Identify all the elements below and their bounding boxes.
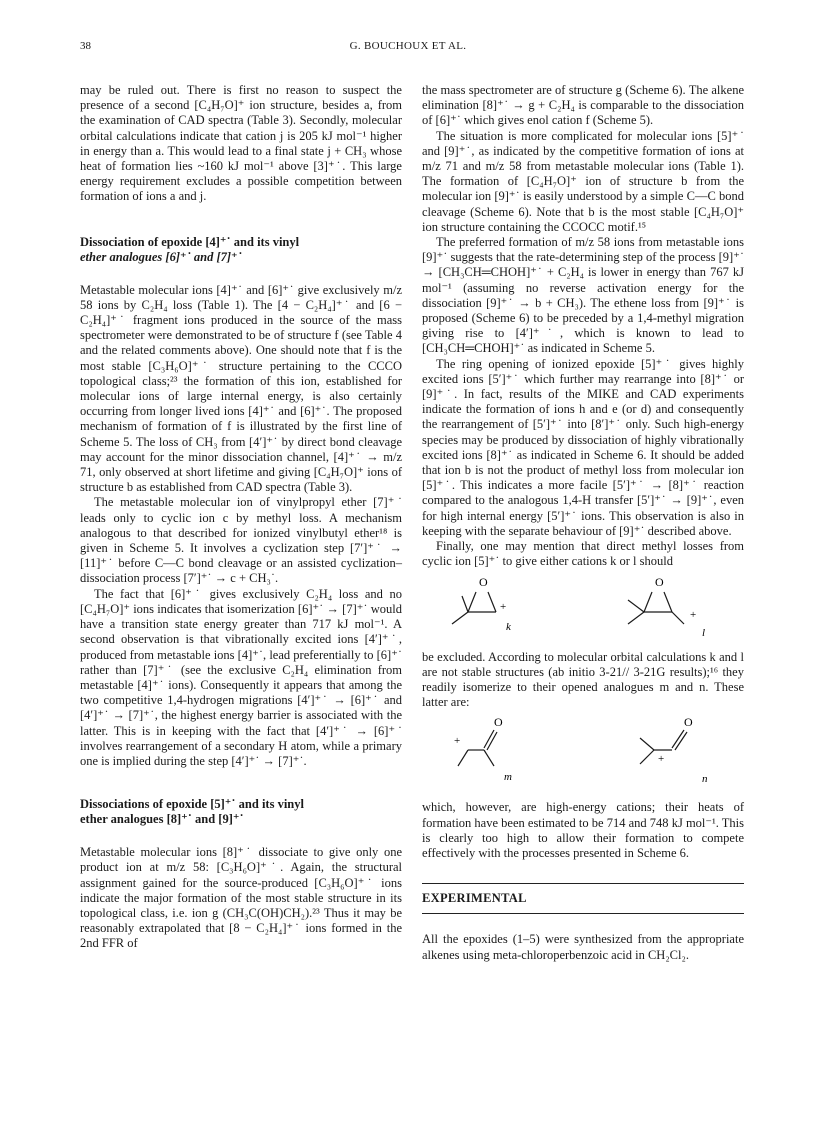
label-l: l — [702, 626, 706, 639]
label-n: n — [702, 773, 708, 786]
structure-k-drawing — [422, 570, 552, 646]
paragraph: may be ruled out. There is first no reason to suspect the presence of a second [C₄H₇O]⁺ ion structure, besides a, from the examination of CAD spectra (Table 3). Secondly, molecular orbital calculations indicate that cation j is 205 kJ mol⁻¹ higher in energy than a. This would lead to a final state j + CH₃ whose heat of formation lies ~160 kJ mol⁻¹ above [3]⁺˙. This large energy requirement excludes a possible competition between formation of ions a and j. — [80, 83, 402, 204]
running-head: G. BOUCHOUX ET AL. — [349, 40, 467, 52]
structures-m-n — [422, 710, 744, 800]
structures-k-l — [422, 570, 744, 650]
structure-k — [422, 570, 552, 646]
section-heading-experimental: EXPERIMENTAL — [422, 891, 527, 906]
atom-o-label: O — [494, 715, 503, 730]
left-column — [80, 83, 402, 952]
paragraph: Metastable molecular ions [8]⁺˙ dissociate to give only one product ion at m/z 58: [C₃H₆O]⁺˙. Again, the structural assignment gained for the source-produced [C₃H₆O]⁺˙ ions indicate the major formation of the most stable structure in its topological class, i.e. ion g (CH₃C(OH)CH₂).²³ Thus it may be reasonably extrapolated that [8 − C₂H₄]⁺˙ ions formed in the 2nd FFR of — [80, 845, 402, 951]
charge-plus: + — [690, 608, 697, 621]
label-k: k — [506, 620, 511, 633]
section-rule-bottom — [422, 913, 744, 914]
section-heading-epoxide-5 — [80, 797, 402, 827]
paragraph: the mass spectrometer are of structure g (Scheme 6). The alkene elimination [8]⁺˙ → g + C₂H₄ is comparable to the dissociation of [6]⁺˙ which gives enol cation f (Scheme 5). — [422, 83, 744, 128]
paragraph: The preferred formation of m/z 58 ions from metastable ions [9]⁺˙ suggests that the rate-determining step of the process [9]⁺˙ → [CH₃CH═CHOH]⁺˙ + C₂H₄ is lower in energy than 767 kJ mol⁻¹ (assuming no reverse activation energy for the dissociation [9]⁺˙ → b + CH₃). The ethene loss from [9]⁺˙ is proposed (Scheme 6) to be preceded by a 1,4-methyl migration giving rise to [4′]⁺˙, which is known to lead to [CH₃CH═CHOH]⁺˙ as indicated in Scheme 5. — [422, 235, 744, 356]
structure-l-drawing — [598, 570, 738, 646]
heading-line: Dissociation of epoxide [4]⁺˙ and its vinyl — [80, 234, 300, 249]
structure-n — [598, 710, 738, 796]
right-column — [422, 83, 744, 963]
page-number: 38 — [80, 40, 91, 52]
paragraph: The fact that [6]⁺˙ gives exclusively C₂H₄ loss and no [C₄H₇O]⁺ ions indicates that isomerization [6]⁺˙ → [7]⁺˙ would have a transition state energy greater than 717 kJ mol⁻¹. A second observation is that vibrationally excited ions [4′]⁺˙, produced from metastable ions [4]⁺˙, lead preferentially to [6]⁺˙ rather than [7]⁺˙ (see the exclusive C₂H₄ elimination from metastable [4]⁺˙ ions). Consequently it appears that among the two competitive 1,4-hydrogen migrations [4′]⁺˙ → [6]⁺˙ and [4′]⁺˙ → [7]⁺˙, the highest energy barrier is associated with the latter. This is in keeping with the fact that [4′]⁺˙ → [6]⁺˙ involves rearrangement of a secondary H atom, while a primary one is implied during the step [4′]⁺˙ → [7]⁺˙. — [80, 586, 402, 768]
paragraph: be excluded. According to molecular orbital calculations k and l are not stable structures (ab initio 3-21// 3-21G results);¹⁶ they readily isomerize to their opened analogues m and n. These latter are: — [422, 649, 744, 710]
structure-l — [598, 570, 738, 646]
structure-m — [422, 710, 552, 796]
paragraph: The ring opening of ionized epoxide [5]⁺˙ gives highly excited ions [5′]⁺˙ which further may rearrange into [8]⁺˙ or [9]⁺˙. In fact, results of the MIKE and CAD experiments indicate the formation of ions h and e (or d) and consequently the rearrangement of [5′]⁺˙ into [8′]⁺˙ only. Such high-energy species may be produced by dissociation of highly vibrationally excited ions [8]⁺˙ as indicated in Scheme 6. It should be added that ion b is not the product of methyl loss from molecular ion [5]⁺˙. This indicates a more facile [5′]⁺˙ → [8]⁺˙ reaction compared to the analogous 1,4-H transfer [5′]⁺˙ → [9]⁺˙, even for high internal energy [5′]⁺˙ ions. This observation is also in keeping with the separate behaviour of [9]⁺˙ described above. — [422, 356, 744, 538]
section-heading-epoxide-4 — [80, 235, 402, 265]
structure-n-drawing — [598, 710, 738, 796]
paragraph: Metastable molecular ions [4]⁺˙ and [6]⁺˙ give exclusively m/z 58 ions by C₂H₄ loss (Table 1). The [4 − C₂H₄]⁺˙ and [6 − C₂H₄]⁺˙ fragment ions produced in the source of the mass spectrometer were demonstrated to be of structure f (see Table 4 and the related comments above). One should note that f is the most stable [C₃H₆O]⁺˙ structure pertaining to the CCCO topological class;²³ the formation of this ion, established for molecular ions of large internal energy, is also certainly occurring from longer lived ions [4]⁺˙ and [6]⁺˙. The proposed mechanism of formation of f is illustrated by the first line of Scheme 5. The loss of CH₃ from [4′]⁺˙ by direct bond cleavage may account for the minor dissociation channel, [4]⁺˙ → m/z 71, only observed at short lifetime and giving [C₄H₇O]⁺ ions of structure b as established from CAD spectra (Table 3). — [80, 282, 402, 495]
heading-line: ether analogues [8]⁺˙ and [9]⁺˙ — [80, 812, 244, 827]
heading-line: ether analogues [6]⁺˙ and [7]⁺˙ — [80, 249, 242, 264]
page-header — [0, 0, 816, 70]
charge-plus: + — [500, 600, 507, 613]
paragraph: The situation is more complicated for molecular ions [5]⁺˙ and [9]⁺˙, as indicated by the competitive formation of ions at m/z 71 and m/z 58 from metastable molecular ions (Table 1). The formation of [C₄H₇O]⁺ ion of structure b from the molecular ion [9]⁺˙ is easily understood by a simple C—C bond cleavage (Scheme 6). Note that b is the most stable [C₄H₇O]⁺ ion structure containing the CCOCC motif.¹⁵ — [422, 128, 744, 234]
atom-o-label: O — [655, 574, 664, 589]
paragraph: All the epoxides (1–5) were synthesized from the appropriate alkenes using meta-chloroperbenzoic acid in CH₂Cl₂. — [422, 932, 744, 962]
paragraph: which, however, are high-energy cations; their heats of formation have been estimated to be 714 and 748 kJ mol⁻¹. This is clearly too high to allow their formation to compete effectively with the processes presented in Scheme 6. — [422, 800, 744, 860]
structure-m-drawing — [422, 710, 552, 796]
heading-line: Dissociations of epoxide [5]⁺˙ and its vinyl — [80, 797, 304, 812]
atom-o-label: O — [479, 574, 488, 589]
charge-plus: + — [658, 753, 665, 766]
paragraph: The metastable molecular ion of vinylpropyl ether [7]⁺˙ leads only to cyclic ion c by methyl loss. A mechanism analogous to that described for ionized vinylbutyl ether¹⁸ is given in Scheme 5. It involves a cyclization step [7′]⁺˙ → [11]⁺˙ before C—C bond cleavage or an assisted cyclization–dissociation process [7′]⁺˙ → c + CH₃˙. — [80, 495, 402, 586]
atom-o-label: O — [684, 715, 693, 730]
paragraph: Finally, one may mention that direct methyl losses from cyclic ion [5]⁺˙ to give either cations k or l should — [422, 539, 744, 569]
charge-plus: + — [454, 735, 461, 748]
label-m: m — [504, 771, 512, 784]
section-rule-top — [422, 883, 744, 884]
